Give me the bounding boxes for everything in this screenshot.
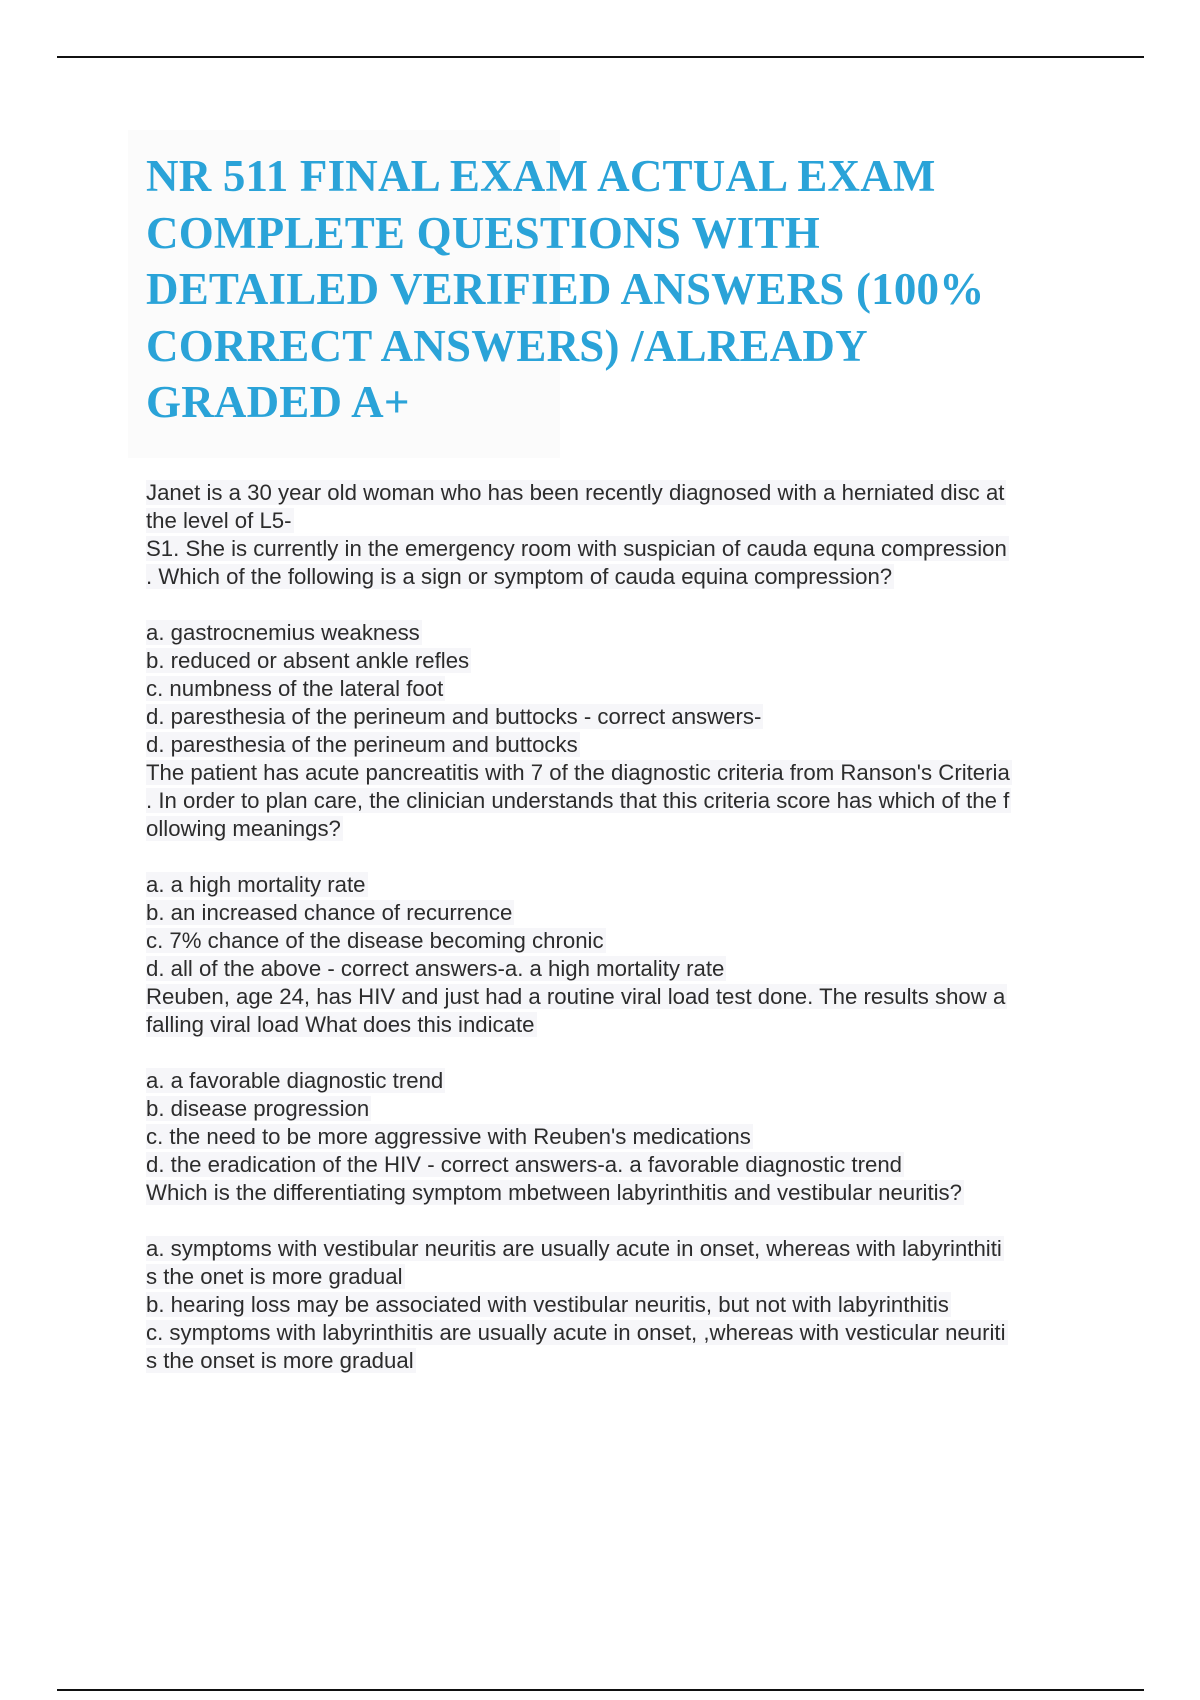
answer-option: s the onset is more gradual (146, 1348, 414, 1373)
answer-options (146, 1067, 1156, 1179)
stem-line: the level of L5- (146, 508, 292, 533)
title-line: CORRECT ANSWERS) /ALREADY (146, 320, 868, 371)
question-2 (146, 759, 1156, 983)
answer-options (146, 1235, 1156, 1375)
question-3 (146, 983, 1156, 1179)
answer-option: b. hearing loss may be associated with vestibular neuritis, but not with labyrinthitis (146, 1292, 949, 1317)
answer-option: c. numbness of the lateral foot (146, 676, 444, 701)
answer-option: d. paresthesia of the perineum and buttocks - correct answers- (146, 704, 762, 729)
document-body (146, 479, 1156, 1375)
title-line: COMPLETE QUESTIONS WITH (146, 207, 820, 258)
spacer (146, 1207, 1156, 1235)
stem-line: falling viral load What does this indicate (146, 1012, 535, 1037)
answer-option: d. the eradication of the HIV - correct answers-a. a favorable diagnostic trend (146, 1152, 903, 1177)
question-stem (146, 1179, 1156, 1207)
answer-option: c. 7% chance of the disease becoming chronic (146, 928, 604, 953)
stem-line: ollowing meanings? (146, 816, 341, 841)
answer-options (146, 619, 1156, 759)
stem-line: Which is the differentiating symptom mbetween labyrinthitis and vestibular neuritis? (146, 1180, 962, 1205)
stem-line: The patient has acute pancreatitis with 7 of the diagnostic criteria from Ranson's Criteria (146, 760, 1010, 785)
answer-option: c. symptoms with labyrinthitis are usually acute in onset, ,whereas with vesticular neuriti (146, 1320, 1006, 1345)
stem-line: S1. She is currently in the emergency room with suspician of cauda equna compression (146, 536, 1007, 561)
answer-option: a. symptoms with vestibular neuritis are usually acute in onset, whereas with labyrinthiti (146, 1236, 1002, 1261)
answer-option: b. reduced or absent ankle refles (146, 648, 470, 673)
question-stem (146, 759, 1156, 843)
title-line: NR 511 FINAL EXAM ACTUAL EXAM (146, 151, 936, 201)
stem-line: Reuben, age 24, has HIV and just had a routine viral load test done. The results show a (146, 984, 1006, 1009)
question-stem (146, 983, 1156, 1039)
top-rule (57, 56, 1144, 58)
answer-option: d. all of the above - correct answers-a. a high mortality rate (146, 956, 725, 981)
stem-line: . Which of the following is a sign or symptom of cauda equina compression? (146, 564, 893, 589)
spacer (146, 591, 1156, 619)
question-1 (146, 479, 1156, 759)
spacer (146, 1039, 1156, 1067)
spacer (146, 843, 1156, 871)
question-4 (146, 1179, 1156, 1375)
stem-line: . In order to plan care, the clinician understands that this criteria score has which of the f (146, 788, 1010, 813)
bottom-rule (57, 1689, 1144, 1691)
answer-option: b. an increased chance of recurrence (146, 900, 513, 925)
document-title (146, 148, 1106, 431)
answer-option: a. a favorable diagnostic trend (146, 1068, 444, 1093)
stem-line: Janet is a 30 year old woman who has been recently diagnosed with a herniated disc at (146, 480, 1005, 505)
answer-option: b. disease progression (146, 1096, 370, 1121)
answer-option: a. a high mortality rate (146, 872, 366, 897)
answer-option: a. gastrocnemius weakness (146, 620, 420, 645)
answer-option: c. the need to be more aggressive with Reuben's medications (146, 1124, 751, 1149)
answer-option: s the onet is more gradual (146, 1264, 403, 1289)
correct-answer: d. paresthesia of the perineum and buttocks (146, 732, 578, 757)
question-stem (146, 479, 1156, 591)
title-line: DETAILED VERIFIED ANSWERS (100% (146, 264, 985, 314)
title-line: GRADED A+ (146, 377, 410, 427)
answer-options (146, 871, 1156, 983)
